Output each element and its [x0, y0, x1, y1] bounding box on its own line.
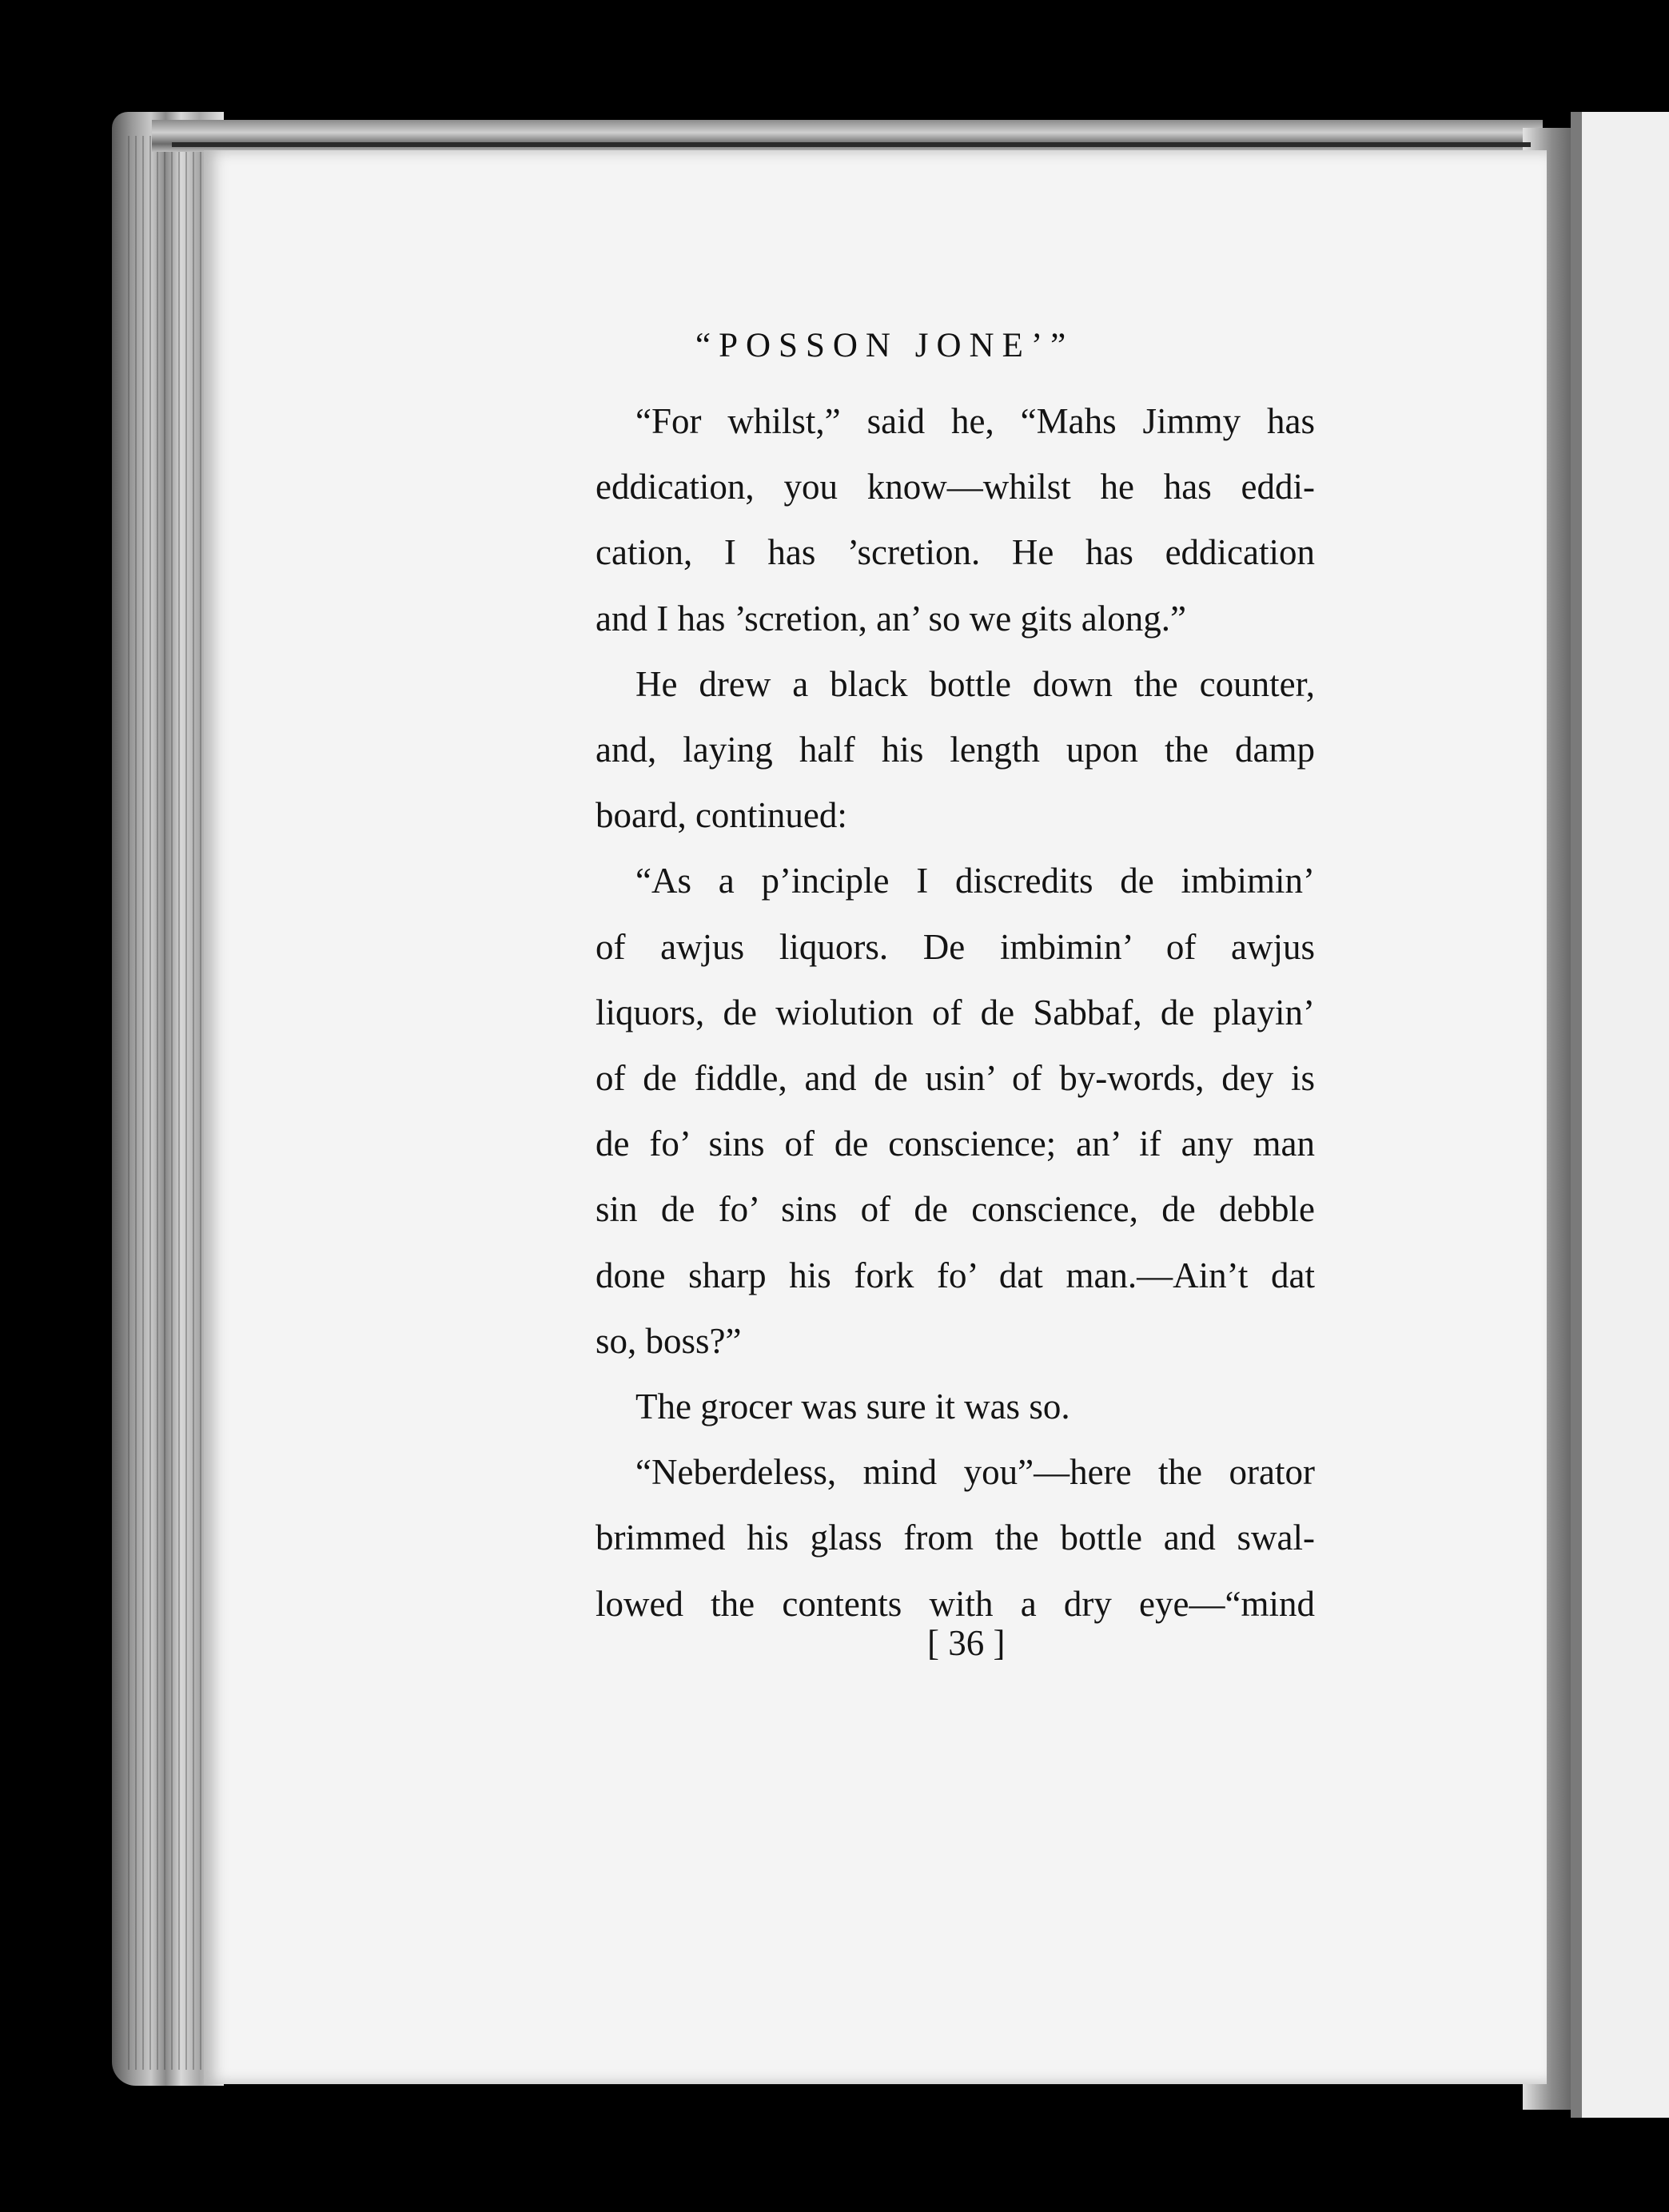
text-line: “Neberdeless, mind you”—here the orator [635, 1452, 1315, 1493]
text-line: and, laying half his length upon the damp [596, 730, 1315, 770]
text-line: lowed the contents with a dry eye—“mind [596, 1583, 1315, 1624]
page-edge-texture [128, 136, 208, 2070]
facing-page-edge [1571, 112, 1669, 2118]
text-line: The grocer was sure it was so. [635, 1386, 1070, 1426]
text-line: board, continued: [596, 795, 847, 836]
text-line: of awjus liquors. De imbimin’ of awjus [596, 926, 1315, 967]
book-top-edge [152, 120, 1543, 152]
text-line: and I has ’scretion, an’ so we gits along.” [596, 598, 1186, 639]
text-line: sin de fo’ sins of de conscience, de debble [596, 1189, 1315, 1230]
text-line: cation, I has ’scretion. He has eddication [596, 532, 1315, 573]
running-header: “POSSON JONE’” [695, 327, 1074, 364]
page-number: [ 36 ] [927, 1623, 1006, 1663]
text-line: He drew a black bottle down the counter, [635, 663, 1315, 704]
text-line: “For whilst,” said he, “Mahs Jimmy has [635, 401, 1315, 441]
text-line: brimmed his glass from the bottle and swal- [596, 1518, 1315, 1558]
text-line: of de fiddle, and de usin’ of by-words, dey is [596, 1058, 1315, 1098]
text-line: “As a p’inciple I discredits de imbimin’ [635, 861, 1315, 901]
page-top-border [172, 142, 1531, 147]
text-line: de fo’ sins of de conscience; an’ if any man [596, 1124, 1315, 1164]
text-line: so, boss?” [596, 1320, 742, 1361]
text-line: done sharp his fork fo’ dat man.—Ain’t dat [596, 1255, 1315, 1295]
text-line: eddication, you know—whilst he has eddi- [596, 467, 1315, 507]
text-line: liquors, de wiolution of de Sabbaf, de playin’ [596, 992, 1315, 1032]
